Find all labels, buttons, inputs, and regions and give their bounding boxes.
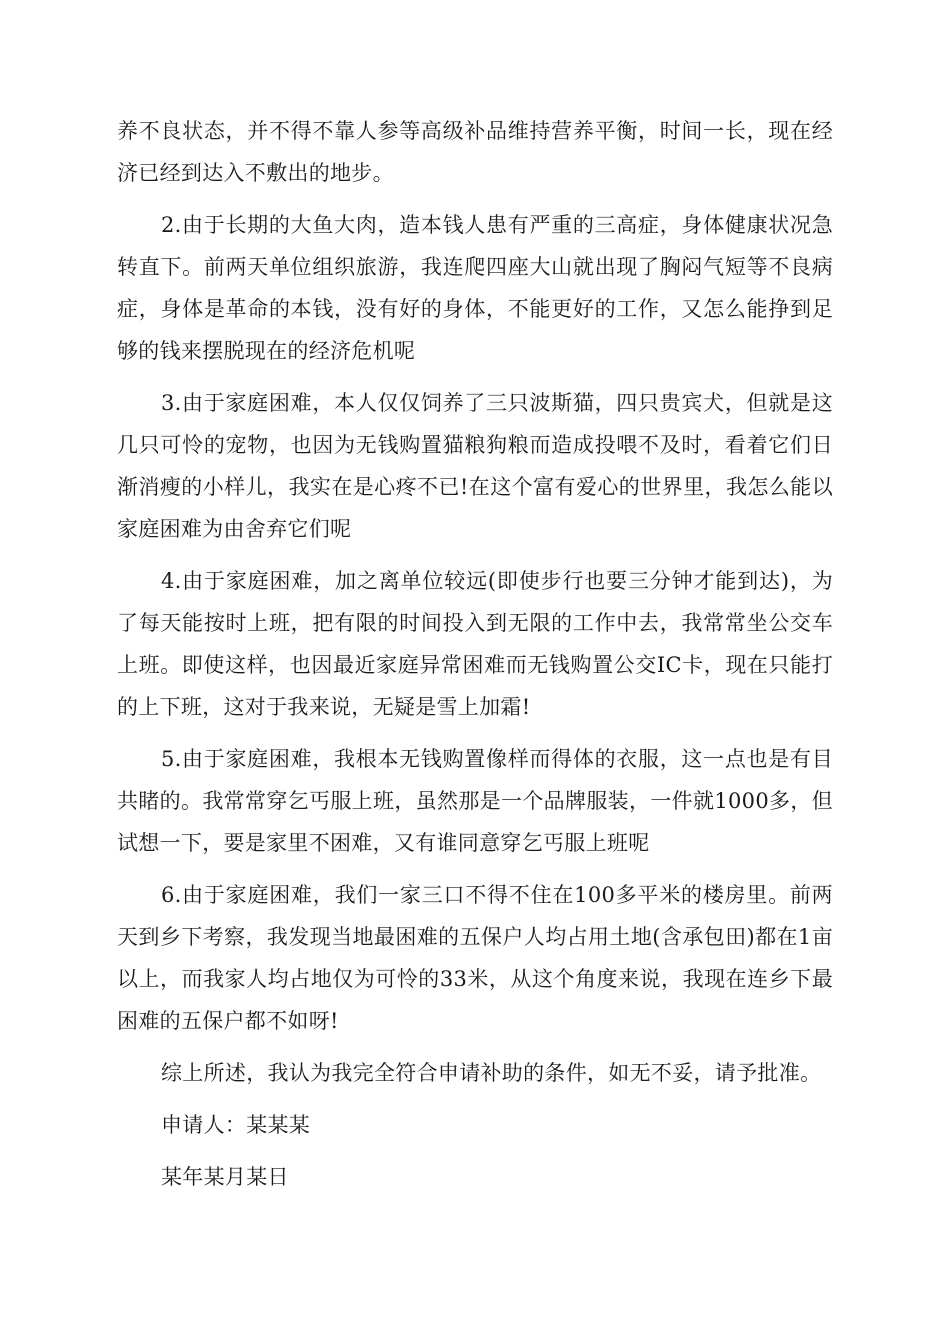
paragraph-continuation: 养不良状态，并不得不靠人参等高级补品维持营养平衡，时间一长，现在经济已经到达入不敷出的地步。 (117, 119, 833, 185)
document-body (117, 110, 833, 1208)
paragraph-item-2: 2.由于长期的大鱼大肉，造本钱人患有严重的三高症，身体健康状况急转直下。前两天单位组织旅游，我连爬四座大山就出现了胸闷气短等不良病症，身体是革命的本钱，没有好的身体，不能更好的工作，又怎么能挣到足够的钱来摆脱现在的经济危机呢 (117, 213, 833, 363)
signature-date: 某年某月某日 (161, 1165, 289, 1189)
paragraph-item-4: 4.由于家庭困难，加之离单位较远(即使步行也要三分钟才能到达)，为了每天能按时上班，把有限的时间投入到无限的工作中去，我常常坐公交车上班。即使这样，也因最近家庭异常困难而无钱购置公交IC卡，现在只能打的上下班，这对于我来说，无疑是雪上加霜! (117, 569, 833, 719)
applicant-signature: 申请人：某某某 (161, 1113, 311, 1137)
paragraph-item-3: 3.由于家庭困难，本人仅仅饲养了三只波斯猫，四只贵宾犬，但就是这几只可怜的宠物，也因为无钱购置猫粮狗粮而造成投喂不及时，看着它们日渐消瘦的小样儿，我实在是心疼不已!在这个富有爱心的世界里，我怎么能以家庭困难为由舍弃它们呢 (117, 391, 833, 541)
paragraph-conclusion: 综上所述，我认为我完全符合申请补助的条件，如无不妥，请予批准。 (161, 1061, 822, 1085)
paragraph-item-6: 6.由于家庭困难，我们一家三口不得不住在100多平米的楼房里。前两天到乡下考察，我发现当地最困难的五保户人均占用土地(含承包田)都在1亩以上，而我家人均占地仅为可怜的33米，从这个角度来说，我现在连乡下最困难的五保户都不如呀! (117, 883, 833, 1033)
paragraph-item-5: 5.由于家庭困难，我根本无钱购置像样而得体的衣服，这一点也是有目共睹的。我常常穿乞丐服上班，虽然那是一个品牌服装，一件就1000多，但试想一下，要是家里不困难，又有谁同意穿乞丐服上班呢 (117, 747, 833, 855)
